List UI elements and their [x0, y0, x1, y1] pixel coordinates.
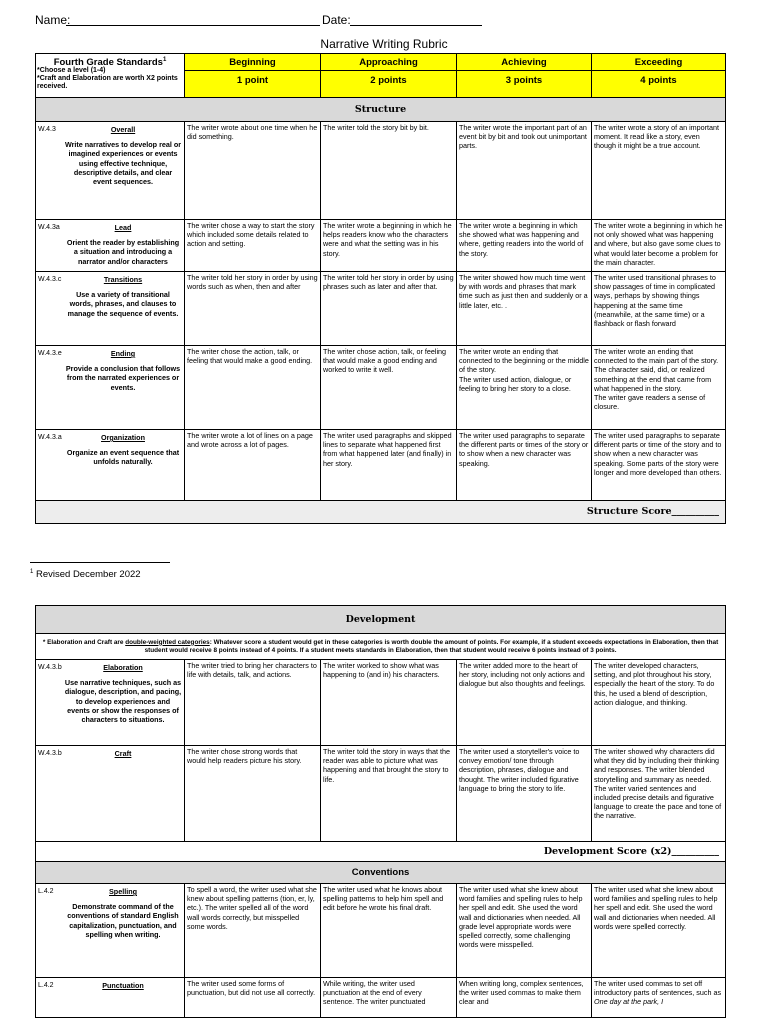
descriptor-text: The writer chose action, talk, or feeling that would make a good ending and worked to write it well. — [323, 347, 447, 375]
descriptor-text: The writer chose the action, talk, or feeling that would make a good ending. — [187, 347, 313, 366]
rubric-descriptor-cell[interactable] — [185, 430, 321, 501]
descriptor-text: The writer wrote a lot of lines on a page and wrote across a lot of pages. — [187, 431, 313, 450]
standard-cell — [36, 660, 185, 746]
standard-cell — [36, 884, 185, 978]
rubric-descriptor-cell[interactable] — [592, 978, 726, 1018]
level-name: Beginning — [185, 57, 320, 71]
rubric-descriptor-cell[interactable] — [185, 746, 321, 842]
rubric-descriptor-cell[interactable] — [457, 746, 592, 842]
descriptor-text: The writer wrote a story of an important moment. It read like a story, even though it might be a true account. — [594, 123, 720, 151]
level-name: Approaching — [321, 57, 456, 71]
development-section-title: Development — [36, 606, 726, 634]
rubric-descriptor-cell[interactable] — [592, 122, 726, 220]
descriptor-text: The writer used what she knew about word families and spelling rules to help her spell and edit. She used the word wall and dictionaries when needed. All words were spelled correctly. — [594, 885, 718, 931]
criterion-description: Orient the reader by establishing a situation and introducing a narrator and/or characters — [66, 238, 180, 266]
descriptor-text: The writer chose strong words that would help readers picture his story. — [187, 747, 302, 766]
descriptor-text: The writer told her story in order by using phrases such as later and after that. — [323, 273, 454, 292]
level-points: 4 points — [640, 75, 677, 86]
descriptor-text: The writer used some forms of punctuation, but did not use all correctly. — [187, 979, 316, 998]
descriptor-text: The writer used what she knew about word families and spelling rules to help her spell and edit. She used the word wall and dictionaries when needed. All grade level appropriate words were spelled correctly, some challenging words were misspelled. — [459, 885, 583, 950]
descriptor-text: The writer wrote about one time when he did something. — [187, 123, 318, 142]
rubric-descriptor-cell[interactable] — [321, 272, 457, 346]
choose-level-note: *Choose a level (1-4) — [37, 67, 106, 75]
rubric-descriptor-cell[interactable] — [457, 884, 592, 978]
standard-id: W.4.3a — [38, 224, 60, 231]
criterion-description: Demonstrate command of the conventions of standard English capitalization, punctuation, and spelling when writing. — [67, 902, 179, 939]
descriptor-text: The writer wrote an ending that connected to the beginning or the middle of the story. The writer used action, dialogue, or feeling to bring her story to a close. — [459, 347, 589, 393]
level-achieving-header — [457, 54, 592, 98]
level-name: Achieving — [457, 57, 591, 71]
rubric-descriptor-cell[interactable] — [185, 346, 321, 430]
rubric-descriptor-cell[interactable] — [321, 122, 457, 220]
descriptor-text: The writer used paragraphs to separate different parts or time of the story and to show when a new character was speaking. Some parts of the story were longer and more developed than others. — [594, 431, 722, 477]
rubric-descriptor-cell[interactable] — [185, 220, 321, 272]
descriptor-text: The writer told her story in order by using words such as when, then and after — [187, 273, 318, 292]
structure-row — [36, 430, 726, 501]
level-points: 2 points — [370, 75, 407, 86]
rubric-descriptor-cell[interactable] — [185, 884, 321, 978]
standard-cell — [36, 220, 185, 272]
level-beginning-header — [185, 54, 321, 98]
rubric-descriptor-cell[interactable] — [321, 430, 457, 501]
note-underlined: double-weighted categories — [125, 638, 210, 646]
standard-id: W.4.3.b — [38, 750, 62, 757]
descriptor-text: The writer wrote a beginning in which he not only showed what was happening and where, but also gave some clues to what would later become a problem for the main character. — [594, 221, 723, 267]
structure-row — [36, 272, 726, 346]
rubric-descriptor-cell[interactable] — [321, 346, 457, 430]
structure-rubric-table — [35, 53, 726, 524]
structure-score[interactable]: Structure Score__________ — [36, 501, 726, 524]
level-points: 3 points — [505, 75, 543, 86]
note-post: : Whatever score a student would get in these categories is worth double the amount of points. For example, if a student exceeds expectations in Elaboration, then that student would receive 8 points instead of 4 points. If a student meets standards in Elaboration, then that student would receive 6 points instead of 3 points. — [144, 638, 719, 654]
footnote-ref: 1 — [162, 57, 167, 63]
descriptor-text: The writer showed why characters did what they did by including their thinking and responses. The writer blended storytelling and summary as needed. The writer varied sentences and included precise details and figurative language to create the pace and tone of the narrative. — [594, 747, 722, 821]
descriptor-text: The writer wrote a beginning in which he helps readers know who the characters were and what the setting was in his story. — [323, 221, 452, 258]
rubric-descriptor-cell[interactable] — [457, 430, 592, 501]
footnote-text: Revised December 2022 — [35, 569, 141, 581]
name-field[interactable] — [66, 25, 320, 26]
criterion-description: Organize an event sequence that unfolds naturally. — [66, 448, 180, 467]
criterion-description: Write narratives to develop real or imagined experiences or events using effective technique, descriptive details, and clear event sequences. — [64, 140, 182, 187]
rubric-descriptor-cell[interactable] — [457, 978, 592, 1018]
development-rubric-table — [35, 605, 726, 1018]
descriptor-text: The writer used what he knows about spelling patterns to help him spell and edit before he wrote his final draft. — [323, 885, 444, 913]
development-row — [36, 746, 726, 842]
descriptor-text: To spell a word, the writer used what she knew about spelling patterns (tion, er, ly, etc.). The writer spelled all of the word wall words correctly, but misspelled some words. — [187, 885, 317, 931]
date-field[interactable] — [350, 25, 482, 26]
descriptor-text: The writer used commas to set off introductory parts of sentences, such as — [594, 979, 722, 998]
criterion-description: Use narrative techniques, such as dialogue, description, and pacing, to develop experiences and events or show the responses of characters to situations. — [64, 678, 182, 725]
conventions-section-title: Conventions — [36, 862, 726, 884]
descriptor-text: The writer wrote a beginning in which she showed what was happening and where, getting readers into the world of the story. — [459, 221, 584, 258]
name-label: Name: — [35, 13, 71, 27]
rubric-descriptor-cell[interactable] — [592, 346, 726, 430]
standard-cell — [36, 430, 185, 501]
descriptor-italic-text: One day at the park, I — [594, 997, 664, 1007]
double-points-note: *Craft and Elaboration are worth X2 points received. — [37, 75, 178, 91]
criterion-description: Provide a conclusion that follows from the narrated experiences or events. — [65, 364, 181, 392]
rubric-descriptor-cell[interactable] — [321, 978, 457, 1018]
footnote — [30, 569, 141, 580]
page-title: Narrative Writing Rubric — [320, 37, 448, 51]
standard-cell — [36, 122, 185, 220]
standard-id: L.4.2 — [38, 888, 54, 895]
standards-title: Fourth Grade Standards — [53, 57, 163, 69]
criterion-name: Craft — [114, 749, 132, 758]
development-score[interactable]: Development Score (x2)__________ — [36, 842, 726, 862]
rubric-descriptor-cell[interactable] — [185, 978, 321, 1018]
descriptor-text: The writer chose a way to start the story which included some details related to action and setting. — [187, 221, 315, 249]
double-weight-note — [36, 634, 726, 660]
footnote-divider — [30, 562, 170, 563]
rubric-descriptor-cell[interactable] — [592, 272, 726, 346]
descriptor-text: The writer tried to bring her characters to life with details, talk, and actions. — [187, 661, 317, 680]
descriptor-text: When writing long, complex sentences, the writer used commas to make them clear and — [459, 979, 584, 1007]
conventions-row — [36, 884, 726, 978]
standard-cell — [36, 346, 185, 430]
criterion-name: Spelling — [109, 887, 137, 896]
note-pre: * Elaboration and Craft are — [42, 638, 126, 646]
standards-header — [36, 54, 185, 98]
date-label: Date: — [322, 13, 351, 27]
descriptor-text: The writer wrote an ending that connected to the main part of the story. The character said, did, or realized something at the end that came from what happened in the story. The writer gave readers a sense of closure. — [594, 347, 719, 412]
criterion-name: Ending — [110, 349, 136, 358]
rubric-descriptor-cell[interactable] — [185, 122, 321, 220]
level-approaching-header — [321, 54, 457, 98]
rubric-descriptor-cell[interactable] — [592, 746, 726, 842]
standard-cell — [36, 746, 185, 842]
rubric-descriptor-cell[interactable] — [592, 660, 726, 746]
rubric-descriptor-cell[interactable] — [592, 220, 726, 272]
criterion-name: Punctuation — [102, 981, 144, 990]
standard-id: W.4.3 — [38, 126, 56, 133]
criterion-name: Elaboration — [103, 663, 143, 672]
descriptor-text: The writer told the story bit by bit. — [323, 123, 429, 132]
standard-id: W.4.3.c — [38, 276, 62, 283]
descriptor-text: The writer used a storyteller's voice to convey emotion/ tone through description, phrases, dialogue and thought. The writer included figurative language to bring the story to life. — [459, 747, 580, 793]
rubric-descriptor-cell[interactable] — [321, 660, 457, 746]
descriptor-text: The writer wrote the important part of an event bit by bit and took out unimportant parts. — [459, 123, 587, 151]
descriptor-text: The writer used paragraphs and skipped lines to separate what happened first from what happened later (and finally) in her story. — [323, 431, 452, 468]
rubric-descriptor-cell[interactable] — [321, 884, 457, 978]
structure-row — [36, 346, 726, 430]
criterion-name: Lead — [114, 223, 132, 232]
standard-cell — [36, 272, 185, 346]
conventions-row — [36, 978, 726, 1018]
rubric-descriptor-cell[interactable] — [457, 220, 592, 272]
standard-id: W.4.3.a — [38, 434, 62, 441]
structure-row — [36, 220, 726, 272]
level-points: 1 point — [236, 75, 269, 86]
rubric-descriptor-cell[interactable] — [185, 660, 321, 746]
descriptor-text: The writer used transitional phrases to show passages of time in complicated ways, perhaps by showing things happening at the same time (meanwhile, at the same time) or a flashback or flash forward — [594, 273, 716, 329]
rubric-descriptor-cell[interactable] — [457, 346, 592, 430]
criterion-name: Organization — [101, 433, 145, 442]
structure-row — [36, 122, 726, 220]
criterion-name: Transitions — [103, 275, 143, 284]
level-name: Exceeding — [592, 57, 725, 71]
descriptor-text: The writer added more to the heart of her story, including not only actions and dialogue but also thoughts and feelings. — [459, 661, 586, 689]
standard-cell — [36, 978, 185, 1018]
descriptor-text: The writer developed characters, setting, and plot throughout his story, especially the heart of the story. To do this, he used a blend of description, action dialogue, and thinking. — [594, 661, 715, 707]
criterion-description: Use a variety of transitional words, phrases, and clauses to manage the sequence of events. — [67, 290, 179, 318]
rubric-descriptor-cell[interactable] — [457, 272, 592, 346]
standard-id: W.4.3.e — [38, 350, 62, 357]
rubric-descriptor-cell[interactable] — [592, 430, 726, 501]
rubric-descriptor-cell[interactable] — [321, 746, 457, 842]
rubric-descriptor-cell[interactable] — [457, 122, 592, 220]
descriptor-text: The writer worked to show what was happening to (and in) his characters. — [323, 661, 440, 680]
development-row — [36, 660, 726, 746]
descriptor-text: The writer used paragraphs to separate the different parts or times of the story or to show when a new character was speaking. — [459, 431, 589, 468]
descriptor-text: While writing, the writer used punctuation at the end of every sentence. The writer punctuated — [323, 979, 426, 1007]
standard-id: W.4.3.b — [38, 664, 62, 671]
descriptor-text: The writer told the story in ways that the reader was able to picture what was happening and that brought the story to life. — [323, 747, 451, 784]
standard-id: L.4.2 — [38, 982, 54, 989]
rubric-descriptor-cell[interactable] — [185, 272, 321, 346]
level-exceeding-header — [592, 54, 726, 98]
footnote-number: 1 — [30, 569, 34, 575]
rubric-descriptor-cell[interactable] — [321, 220, 457, 272]
rubric-descriptor-cell[interactable] — [592, 884, 726, 978]
rubric-descriptor-cell[interactable] — [457, 660, 592, 746]
structure-section-title: Structure — [36, 98, 726, 122]
descriptor-text: The writer showed how much time went by with words and phrases that mark time such as just then and suddenly or a little later, etc. . — [459, 273, 588, 310]
criterion-name: Overall — [110, 125, 136, 134]
